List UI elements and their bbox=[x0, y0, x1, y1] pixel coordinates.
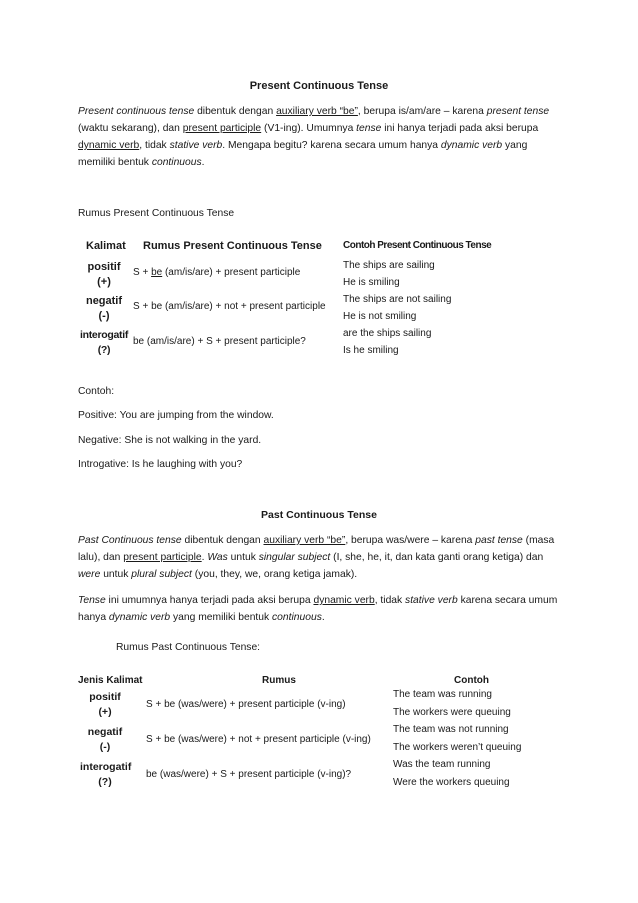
example-negative: Negative: She is not walking in the yard. bbox=[78, 435, 262, 446]
table2-header-jenis: Jenis Kalimat bbox=[78, 675, 143, 686]
example-interrogative: Introgative: Is he laughing with you? bbox=[78, 459, 243, 470]
page-title: Present Continuous Tense bbox=[249, 80, 389, 92]
table2-row3-formula: be (was/were) + S + present participle (v-ing)? bbox=[146, 769, 352, 780]
table1-header-rumus: Rumus Present Continuous Tense bbox=[143, 240, 322, 252]
table1-row1-formula: S + be (am/is/are) + present participle bbox=[133, 267, 301, 278]
table1-header-kalimat: Kalimat bbox=[86, 240, 126, 252]
table1-row2-example: The ships are not sailing He is not smiling bbox=[343, 294, 452, 322]
past-formula-heading: Rumus Past Continuous Tense: bbox=[116, 642, 261, 653]
table2-row1-type: positif (+) bbox=[89, 691, 121, 718]
table1-row3-example: are the ships sailing Is he smiling bbox=[343, 328, 432, 356]
section2-title: Past Continuous Tense bbox=[261, 509, 377, 521]
formula-heading: Rumus Present Continuous Tense bbox=[78, 208, 235, 219]
past-paragraph-1: Past Continuous tense dibentuk dengan auxiliary verb “be”, berupa was/were – karena past tense (masa lalu), dan present participle. Was untuk singular subject (I, she, he, it, dan kata ganti orang ketiga) dan were untuk plural subject (you, they, we, orang ketiga jamak). bbox=[78, 535, 555, 580]
intro-paragraph: Present continuous tense dibentuk dengan auxiliary verb “be”, berupa is/am/are – karena present tense (waktu sekarang), dan present participle (V1-ing). Umumnya tense ini hanya terjadi pada aksi berupa dynamic verb, tidak stative verb. Mengapa begitu? karena secara umum hanya dynamic verb yang memiliki bentuk continuous. bbox=[78, 106, 550, 168]
contoh-label: Contoh: bbox=[78, 386, 115, 397]
table2-header-contoh: Contoh bbox=[454, 675, 489, 686]
table2-row1-formula: S + be (was/were) + present participle (v-ing) bbox=[146, 699, 346, 710]
table1-row1-example: The ships are sailing He is smiling bbox=[343, 260, 435, 288]
past-paragraph-2: Tense ini umumnya hanya terjadi pada aksi berupa dynamic verb, tidak stative verb karena secara umum hanya dynamic verb yang memiliki bentuk continuous. bbox=[78, 595, 558, 623]
table1-row1-type: positif (+) bbox=[87, 261, 121, 288]
table2-row2-type: negatif (-) bbox=[87, 726, 123, 753]
table1-header-contoh: Contoh Present Continuous Tense bbox=[343, 240, 492, 251]
table1-row2-formula: S + be (am/is/are) + not + present participle bbox=[133, 301, 326, 312]
table1-row3-formula: be (am/is/are) + S + present participle? bbox=[133, 336, 306, 347]
table2-row3-type: interogatif (?) bbox=[80, 761, 132, 788]
table2-row1-example: The team was running The workers were queuing bbox=[393, 689, 511, 718]
table1-row2-type: negatif (-) bbox=[85, 295, 123, 322]
table2-row3-example: Was the team running Were the workers queuing bbox=[393, 759, 510, 788]
table2-row2-formula: S + be (was/were) + not + present participle (v-ing) bbox=[146, 734, 371, 745]
example-positive: Positive: You are jumping from the window. bbox=[78, 410, 274, 421]
table2-header-rumus: Rumus bbox=[262, 675, 296, 686]
table1-row3-type: interogatif (?) bbox=[79, 329, 129, 356]
table2-row2-example: The team was not running The workers weren’t queuing bbox=[393, 724, 522, 753]
